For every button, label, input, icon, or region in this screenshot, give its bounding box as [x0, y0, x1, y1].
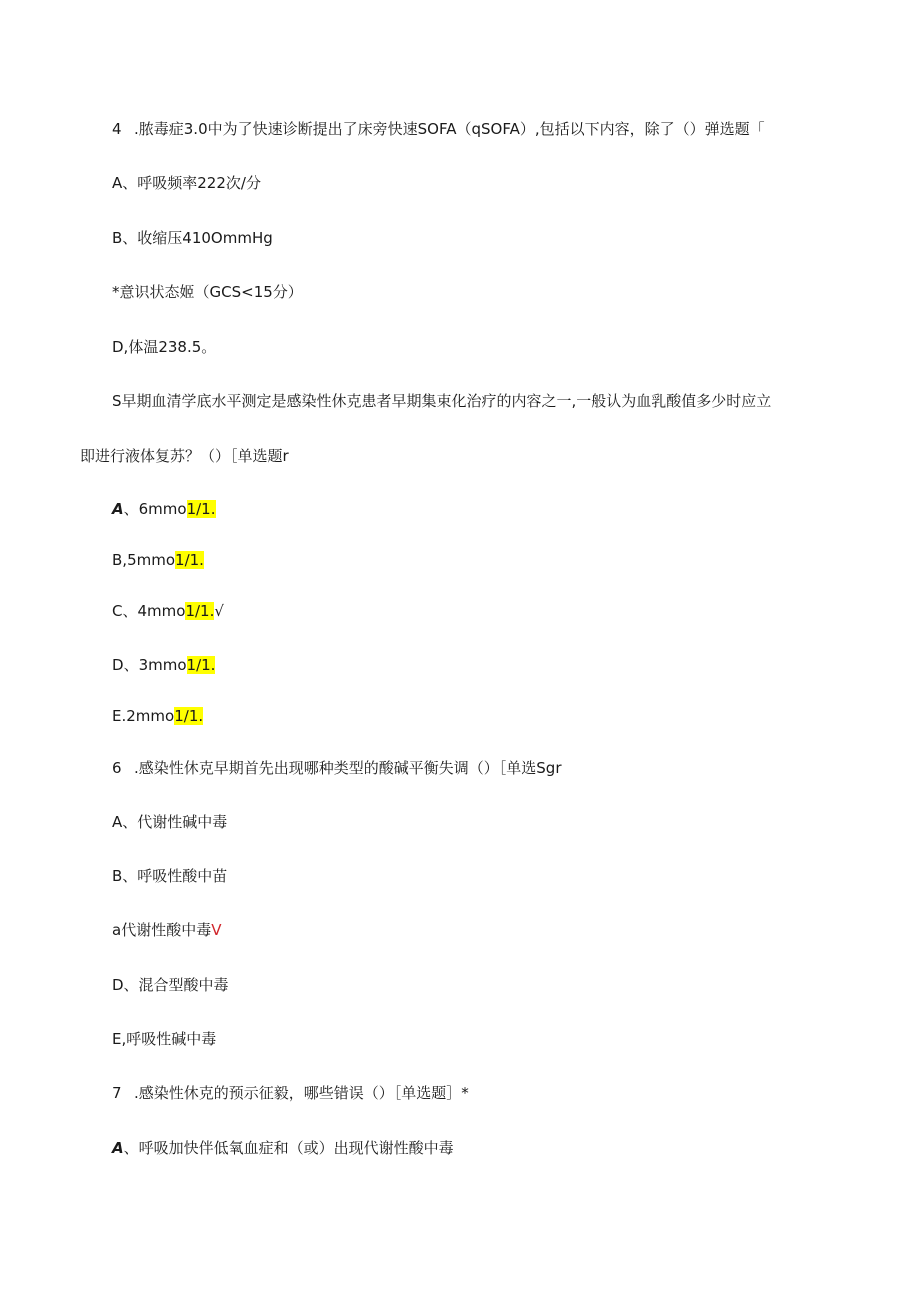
option-letter: D	[112, 656, 124, 674]
q4-option-a: A、呼吸频率222次/分	[112, 174, 261, 192]
q5-option-a: A、6mmo1∕1.	[112, 500, 216, 518]
question-number: 6	[112, 759, 122, 777]
q5-text-line-1: S早期血清学底水平测定是感染性休克患者早期集束化治疗的内容之一,一般认为血乳酸值多少时应立	[112, 392, 772, 410]
question-6	[112, 758, 561, 778]
q5-option-c: C、4mmo1∕1.√	[112, 602, 224, 620]
q7-option-a: A、呼吸加快伴低氧血症和（或）出现代谢性酸中毒	[112, 1139, 454, 1157]
q6-option-a: A、代谢性碱中毒	[112, 813, 228, 831]
check-mark-icon: √	[214, 602, 224, 620]
question-text: .感染性休克早期首先出现哪种类型的酸碱平衡失调（）［单选Sgr	[134, 759, 562, 777]
q6-option-b: B、呼吸性酸中苗	[112, 867, 228, 885]
highlighted-unit: 1∕1.	[186, 656, 216, 674]
option-letter: A	[112, 1139, 124, 1157]
q5-text-line-2: 即进行液体复苏？（）［单选题r	[80, 447, 289, 465]
highlighted-unit: 1∕1.	[175, 551, 204, 569]
q6-option-d: D、混合型酸中毒	[112, 976, 229, 994]
question-7	[112, 1083, 469, 1103]
q6-option-e: E,呼吸性碱中毒	[112, 1030, 217, 1048]
question-text: .脓毒症3.0中为了快速诊断提出了床旁快速SOFA（qSOFA）,包括以下内容，除了（）弹选题「	[134, 120, 765, 138]
highlighted-unit: 1∕1.	[174, 707, 204, 725]
q4-option-d: D,体温238.5。	[112, 338, 217, 356]
highlighted-unit: 1∕1.	[185, 602, 215, 620]
question-4	[112, 119, 765, 139]
highlighted-unit: 1∕1.	[186, 500, 216, 518]
option-letter: E	[112, 707, 122, 725]
question-number: 4	[112, 120, 122, 138]
q5-option-d: D、3mmo1∕1.	[112, 656, 216, 674]
q6-option-c: a代谢性酸中毒V	[112, 921, 222, 939]
q4-option-b: B、收缩压410OmmHg	[112, 229, 273, 247]
q4-option-c: *意识状态姬（GCS<15分）	[112, 283, 303, 301]
question-number: 7	[112, 1084, 122, 1102]
q5-option-b: B,5mmo1∕1.	[112, 551, 204, 569]
answer-mark-icon: V	[211, 921, 222, 939]
question-text: .感染性休克的预示征毅，哪些错误（）［单选题］*	[134, 1084, 469, 1102]
option-letter: C	[112, 602, 123, 620]
option-letter: A	[112, 500, 124, 518]
option-letter: B	[112, 551, 123, 569]
q5-option-e: E.2mmo1∕1.	[112, 707, 204, 725]
